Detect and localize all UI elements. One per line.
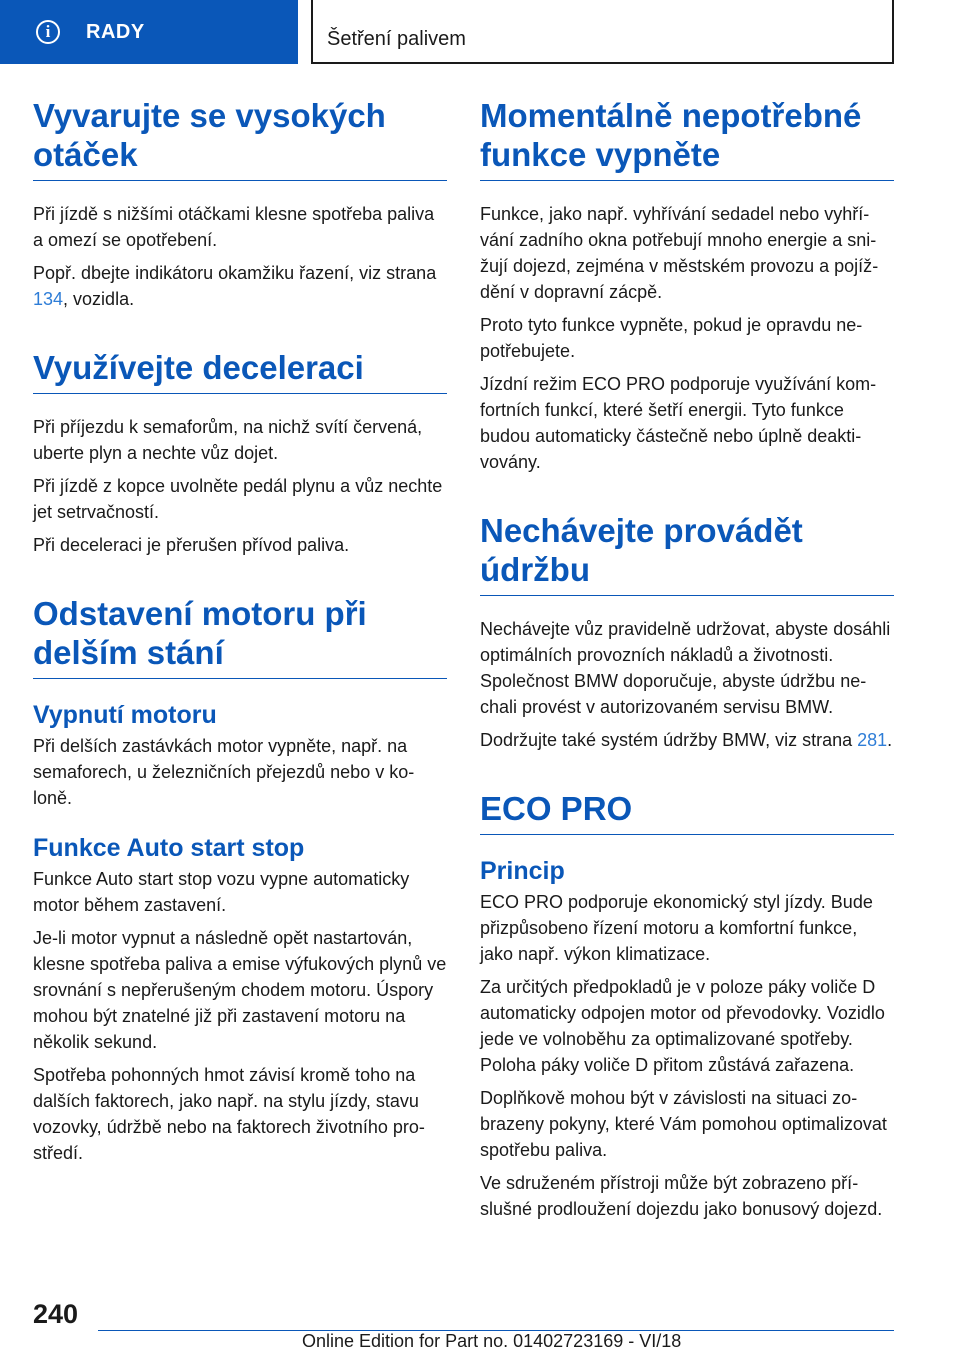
paragraph: Při deceleraci je přerušen přívod paliva.	[33, 535, 350, 555]
section-heading-switch-off-functions: Momentálně nepotřebné funkce vypněte	[480, 96, 894, 181]
subheading-engine-off: Vypnutí motoru	[33, 701, 217, 729]
right-column	[480, 96, 894, 1229]
section-heading-maintenance: Nechávejte provádět údržbu	[480, 511, 894, 596]
section-heading-deceleration: Využívejte deceleraci	[33, 348, 447, 394]
paragraph: Jízdní režim ECO PRO podporuje využívání komfortních funkcí, které šetří energii. Tyto funkce budou automaticky částečně nebo úplně deaktivovány.	[480, 374, 877, 472]
section-heading-eco-pro: ECO PRO	[480, 789, 894, 835]
paragraph: Proto tyto funkce vypněte, pokud je opravdu nepotřebujete.	[480, 315, 863, 361]
header-tab[interactable]	[0, 0, 298, 64]
paragraph: Za určitých předpokladů je v poloze páky voliče D automaticky odpojen motor od převodovky. Vozidlo jede ve volnoběhu za optimalizované spotřeby. Poloha páky voliče D přitom zůstává zařazena.	[480, 977, 885, 1075]
paragraph: Nechávejte vůz pravidelně udržovat, abyste dosáhli optimálních provozních nákladů a životnosti. Společnost BMW doporučuje, abyste údržbu nechali provést v autorizovaném servisu BMW.	[480, 619, 891, 717]
footer-edition-text: Online Edition for Part no. 01402723169 - VI/18	[302, 1331, 682, 1351]
paragraph: Spotřeba pohonných hmot závisí kromě toho na dalších faktorech, jako např. na stylu jízdy, stavu vozovky, údržbě nebo na faktorech životního prostředí.	[33, 1065, 425, 1163]
paragraph: Funkce, jako např. vyhřívání sedadel nebo vyhřívání zadního okna potřebují mnoho energie a snižují dojezd, zejména v městském provozu a pojíždění v dopravní zácpě.	[480, 204, 879, 302]
paragraph-text: , vozidla.	[63, 289, 135, 309]
paragraph: Je-li motor vypnut a následně opět nastartován, klesne spotřeba paliva a emise výfukových plynů ve srovnání s nepřerušeným chodem motoru. Úspory mohou být znatelné již při zastavení motoru na několik sekund.	[33, 928, 447, 1052]
paragraph-text: Popř. dbejte indikátoru okamžiku řazení, viz strana	[33, 263, 437, 283]
paragraph: Funkce Auto start stop vozu vypne automaticky motor během zastavení.	[33, 869, 410, 915]
paragraph	[33, 260, 447, 312]
subheading-auto-start-stop: Funkce Auto start stop	[33, 834, 305, 862]
page-title: Šetření palivem	[327, 28, 466, 50]
paragraph: Při jízdě s nižšími otáčkami klesne spotřeba paliva a omezí se opotřebení.	[33, 204, 435, 250]
page-number: 240	[33, 1299, 79, 1329]
paragraph: Doplňkově mohou být v závislosti na situaci zobrazeny pokyny, které Vám pomohou optimalizovat spotřebu paliva.	[480, 1088, 887, 1160]
footer-edition	[302, 1331, 902, 1352]
paragraph: Ve sdruženém přístroji může být zobrazeno příslušné prodloužení dojezdu jako bonusový dojezd.	[480, 1173, 883, 1219]
paragraph: ECO PRO podporuje ekonomický styl jízdy. Bude přizpůsobeno řízení motoru a komfortní funkce, jako např. výkon klimatizace.	[480, 892, 873, 964]
left-column	[33, 96, 447, 1173]
info-icon: i	[36, 20, 60, 44]
paragraph	[480, 727, 894, 753]
subheading-principle: Princip	[480, 857, 565, 885]
header-tab-label: RADY	[86, 20, 145, 43]
header-title-box	[311, 0, 894, 64]
paragraph: Při příjezdu k semaforům, na nichž svítí červená, uberte plyn a nechte vůz dojet.	[33, 417, 423, 463]
section-heading-engine-off: Odstavení motoru při delším stání	[33, 594, 447, 679]
page-link-134[interactable]: 134	[33, 289, 64, 309]
page-link-281[interactable]: 281	[857, 730, 888, 750]
paragraph: Při delších zastávkách motor vypněte, např. na semaforech, u železničních přejezdů nebo v koloně.	[33, 736, 415, 808]
section-heading-avoid-high-rpm: Vyvarujte se vysokých otáček	[33, 96, 447, 181]
paragraph: Při jízdě z kopce uvolněte pedál plynu a vůz nechte jet setrvačností.	[33, 476, 443, 522]
paragraph-text: Dodržujte také systém údržby BMW, viz strana	[480, 730, 858, 750]
paragraph-text: .	[887, 730, 893, 750]
